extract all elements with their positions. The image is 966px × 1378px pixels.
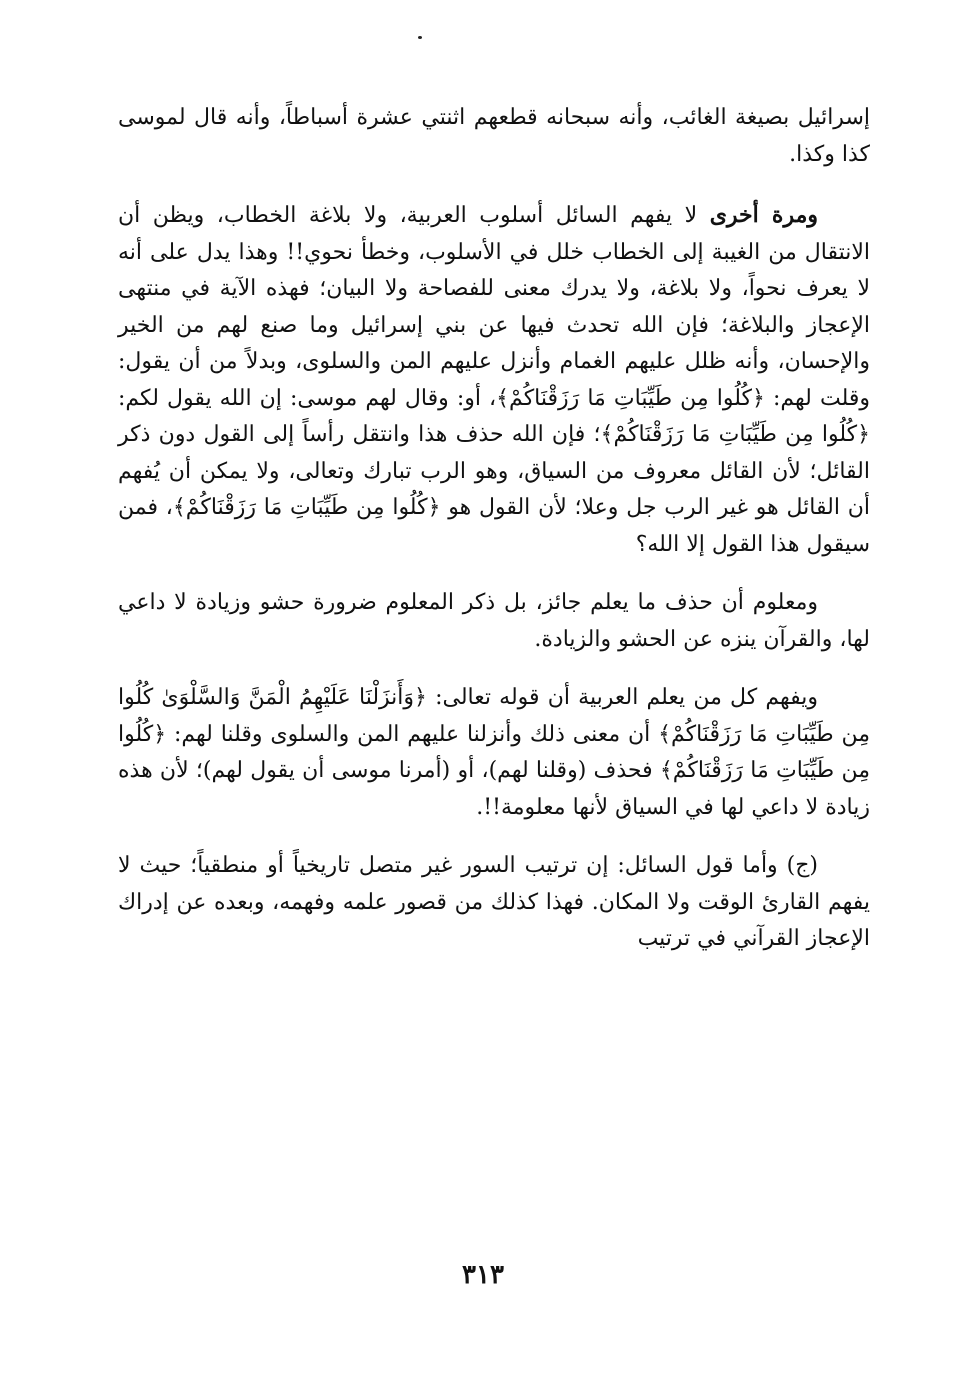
- page-number: ٣١٣: [462, 1260, 504, 1290]
- paragraph-known-omission: ومعلوم أن حذف ما يعلم جائز، بل ذكر المعلوم ضرورة حشو وزيادة لا داعي لها، والقرآن ينزه عن الحشو والزيادة.: [118, 590, 870, 652]
- paragraph-lead-bold: ومرة أخرى: [709, 202, 818, 228]
- paragraph-arabic-understanding: ويفهم كل من يعلم العربية أن قوله تعالى: ﴿وَأَنزَلْنَا عَلَيْهِمُ الْمَنَّ وَالسَّلْوَىٰ كُلُوا مِن طَيِّبَاتِ مَا رَزَقْنَاكُمْ﴾ أن معنى ذلك وأنزلنا عليهم المن والسلوى وقلنا لهم: ﴿كُلُوا مِن طَيِّبَاتِ مَا رَزَقْنَاكُمْ﴾ فحذف (وقلنا لهم)، أو (أمرنا موسى أن يقول لهم)؛ لأن هذه زيادة لا داعي لها في السياق لأنها معلومة!!.: [118, 685, 870, 820]
- top-mark: [418, 36, 422, 39]
- paragraph-continuation: إسرائيل بصيغة الغائب، وأنه سبحانه قطعهم اثنتي عشرة أسباطاً، وأنه قال لموسى كذا وكذا.: [118, 105, 870, 167]
- paragraph-body: لا يفهم السائل أسلوب العربية، ولا بلاغة الخطاب، ويظن أن الانتقال من الغيبة إلى الخطاب خلل في الأسلوب، وخطأ نحوي!! وهذا يدل على أنه لا يعرف نحواً، ولا بلاغة، ولا يدرك معنى للفصاحة ولا البيان؛ فهذه الآية في منتهى الإعجاز والبلاغة؛ فإن الله تحدث فيها عن بني إسرائيل وما صنع لهم من الخير والإحسان، وأنه ظلل عليهم الغمام وأنزل عليهم المن والسلوى، وبدلاً من أن يقول: وقلت لهم: ﴿كُلُوا مِن طَيِّبَاتِ مَا رَزَقْنَاكُمْ﴾، أو: وقال لهم موسى: إن الله يقول لكم: ﴿كُلُوا مِن طَيِّبَاتِ مَا رَزَقْنَاكُمْ﴾؛ فإن الله حذف هذا وانتقل رأساً إلى القول دون ذكر القائل؛ لأن القائل معروف من السياق، وهو الرب تبارك وتعالى، ولا يمكن أن يُفهم أن القائل هو غير الرب جل وعلا؛ لأن القول هو ﴿كُلُوا مِن طَيِّبَاتِ مَا رَزَقْنَاكُمْ﴾، فمن سيقول هذا القول إلا الله؟: [118, 203, 870, 557]
- paragraph-surah-order: (ج) وأما قول السائل: إن ترتيب السور غير متصل تاريخياً أو منطقياً؛ حيث لا يفهم القارئ الوقت ولا المكان. فهذا كذلك من قصور علمه وفهمه، وبعده عن إدراك الإعجاز القرآني في ترتيب: [118, 853, 870, 951]
- paragraph-another-time: [118, 197, 870, 563]
- page-body: [118, 100, 870, 980]
